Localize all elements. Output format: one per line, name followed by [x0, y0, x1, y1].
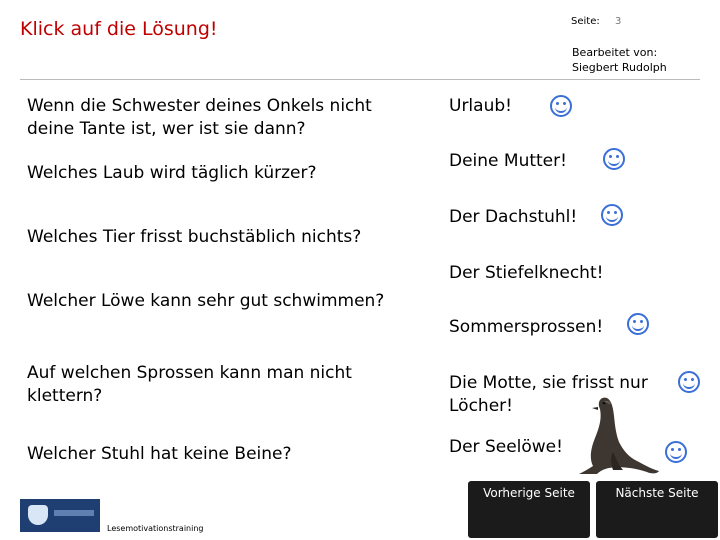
answer-urlaub[interactable]: Urlaub!	[449, 96, 512, 116]
question-6: Welcher Stuhl hat keine Beine?	[27, 444, 292, 464]
footer-training-text: Lesemotivationstraining	[107, 524, 204, 533]
smiley-icon	[550, 95, 572, 117]
edited-by	[572, 45, 667, 75]
answer-die-motte[interactable]: Die Motte, sie frisst nur Löcher!	[449, 373, 648, 416]
previous-page-button[interactable]	[468, 481, 590, 538]
smiley-icon	[603, 148, 625, 170]
question-1: Wenn die Schwester deines Onkels nicht deine Tante ist, wer ist sie dann?	[27, 96, 372, 139]
edited-by-label: Bearbeitet von:	[572, 46, 658, 59]
header-divider	[20, 79, 700, 80]
answer-der-dachstuhl[interactable]: Der Dachstuhl!	[449, 207, 578, 227]
next-page-label: Nächste Seite	[615, 486, 699, 500]
smiley-icon	[601, 204, 623, 226]
smiley-icon	[627, 313, 649, 335]
question-5: Auf welchen Sprossen kann man nicht klettern?	[27, 363, 352, 406]
smiley-icon	[678, 371, 700, 393]
question-4: Welcher Löwe kann sehr gut schwimmen?	[27, 291, 385, 311]
page-title: Klick auf die Lösung!	[20, 18, 218, 40]
page-label: Seite:	[571, 16, 600, 27]
sea-lion-image	[573, 390, 663, 478]
answer-sommersprossen[interactable]: Sommersprossen!	[449, 317, 604, 337]
question-2: Welches Laub wird täglich kürzer?	[27, 163, 317, 183]
smiley-icon	[665, 441, 687, 463]
question-3: Welches Tier frisst buchstäblich nichts?	[27, 227, 362, 247]
page-number: 3	[615, 16, 622, 27]
answer-deine-mutter[interactable]: Deine Mutter!	[449, 151, 567, 171]
logo	[20, 499, 100, 532]
previous-page-label: Vorherige Seite	[483, 486, 575, 500]
next-page-button[interactable]	[596, 481, 718, 538]
answer-der-stiefelknecht[interactable]: Der Stiefelknecht!	[449, 263, 604, 283]
answer-der-seeloewe[interactable]: Der Seelöwe!	[449, 437, 563, 457]
edited-by-name: Siegbert Rudolph	[572, 61, 667, 74]
